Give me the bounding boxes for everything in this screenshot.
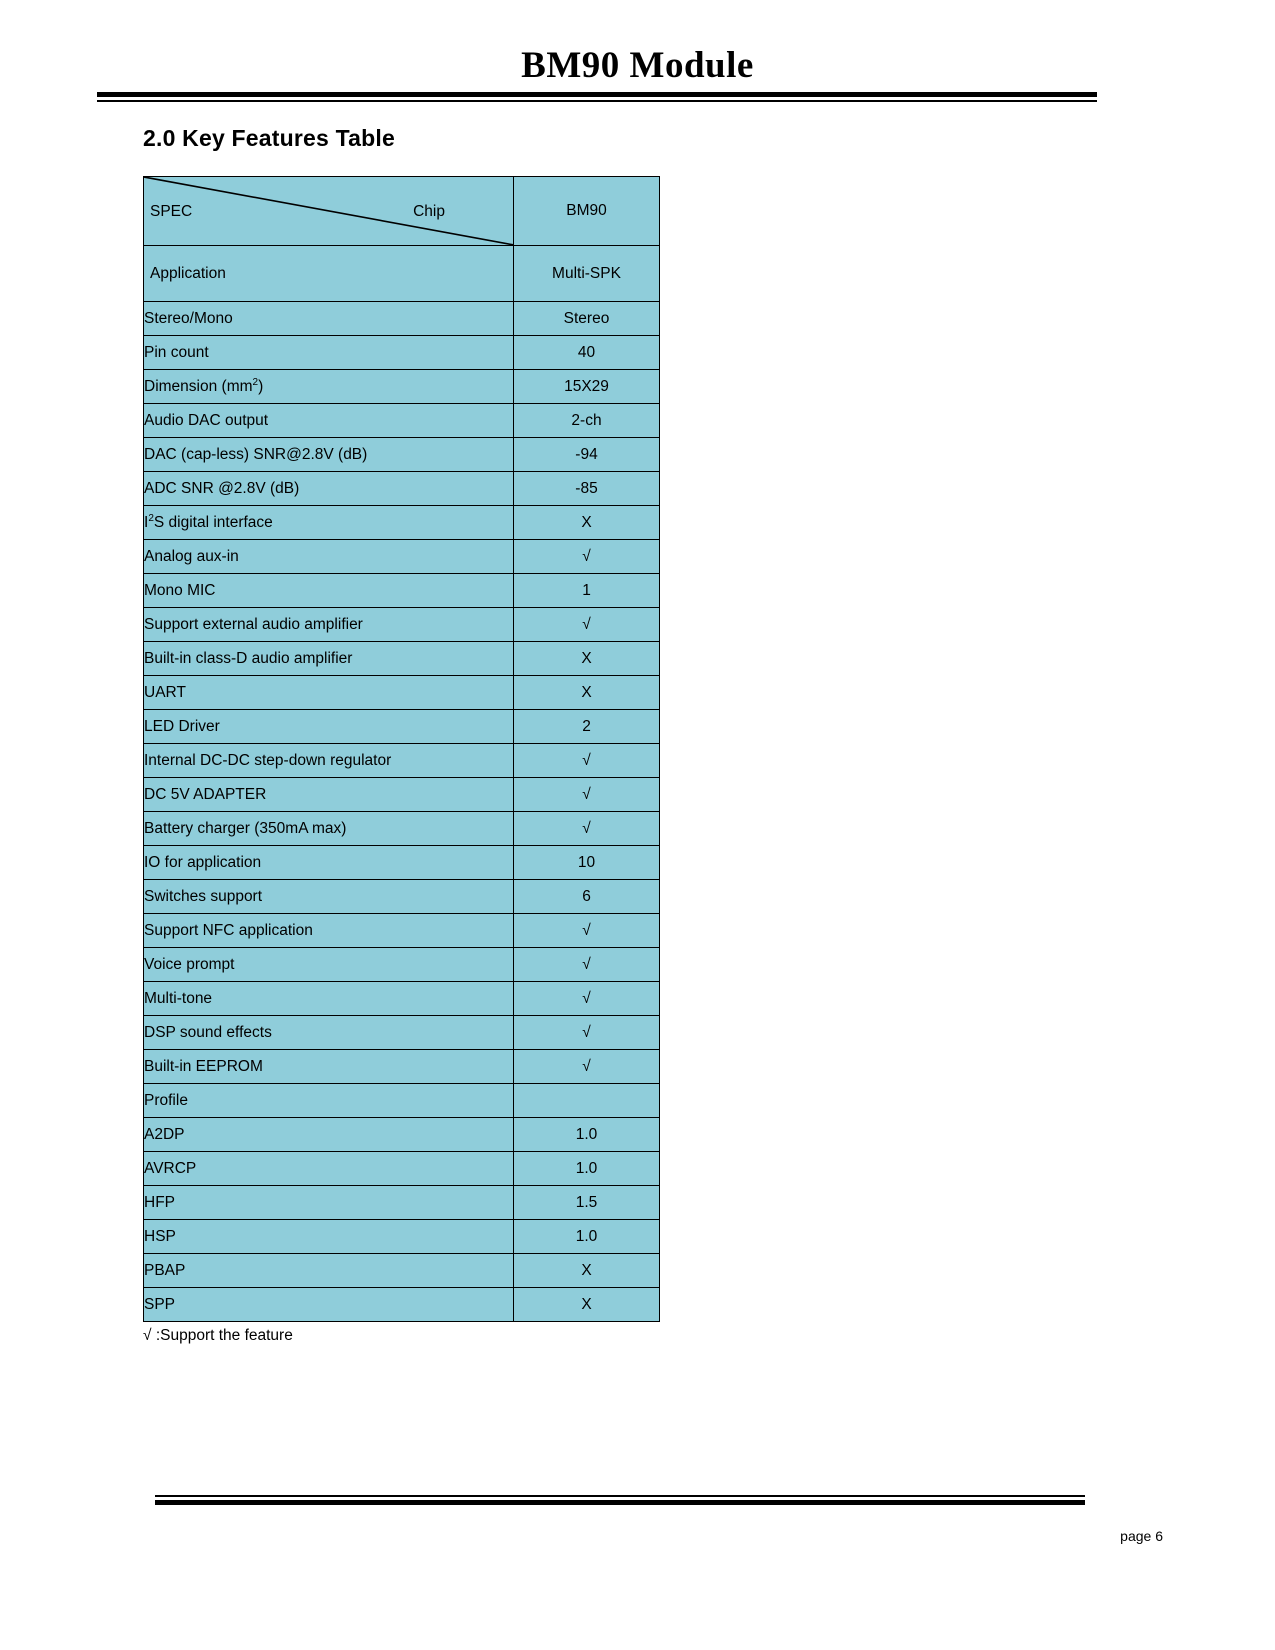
table-row-value: 2 — [514, 710, 660, 744]
table-row-label: UART — [144, 676, 514, 710]
table-row — [144, 540, 660, 574]
table-row-label: PBAP — [144, 1254, 514, 1288]
table-row-label: Internal DC-DC step-down regulator — [144, 744, 514, 778]
table-row-value: -85 — [514, 472, 660, 506]
table-row-label: Support external audio amplifier — [144, 608, 514, 642]
table-row-label: LED Driver — [144, 710, 514, 744]
table-row-value: √ — [514, 1050, 660, 1084]
table-row-value: 15X29 — [514, 370, 660, 404]
table-row — [144, 506, 660, 540]
table-row — [144, 574, 660, 608]
header-divider-thick — [97, 92, 1097, 97]
table-row-value: X — [514, 1254, 660, 1288]
table-row-value: √ — [514, 914, 660, 948]
table-row — [144, 1254, 660, 1288]
table-row-value: 10 — [514, 846, 660, 880]
table-row-label: AVRCP — [144, 1152, 514, 1186]
table-row — [144, 404, 660, 438]
table-row — [144, 642, 660, 676]
table-row — [144, 472, 660, 506]
table-row-value: X — [514, 506, 660, 540]
table-row-label: Battery charger (350mA max) — [144, 812, 514, 846]
table-row — [144, 948, 660, 982]
footer-divider-thick — [155, 1500, 1085, 1505]
table-header-row — [144, 177, 660, 246]
table-row-label: Multi-tone — [144, 982, 514, 1016]
table-row — [144, 370, 660, 404]
table-row-value: X — [514, 1288, 660, 1322]
table-row — [144, 438, 660, 472]
header-divider-thin — [97, 100, 1097, 102]
table-row-label: ADC SNR @2.8V (dB) — [144, 472, 514, 506]
table-row — [144, 710, 660, 744]
diagonal-divider-icon — [144, 177, 514, 245]
table-row-label: $I^2S$ digital interface — [144, 506, 514, 540]
table-row — [144, 608, 660, 642]
table-row-value: √ — [514, 744, 660, 778]
table-body — [144, 177, 660, 1322]
table-row — [144, 1186, 660, 1220]
table-row-value: √ — [514, 778, 660, 812]
table-row-value: 1.5 — [514, 1186, 660, 1220]
table-row-label: Analog aux-in — [144, 540, 514, 574]
table-row-label: A2DP — [144, 1118, 514, 1152]
key-features-table — [143, 176, 660, 1322]
table-row-value: X — [514, 676, 660, 710]
table-row-label: HSP — [144, 1220, 514, 1254]
table-row-value: √ — [514, 1016, 660, 1050]
table-row-label: Profile — [144, 1084, 514, 1118]
table-row — [144, 1016, 660, 1050]
table-row-label: Audio DAC output — [144, 404, 514, 438]
table-row-value: X — [514, 642, 660, 676]
table-row-label: HFP — [144, 1186, 514, 1220]
table-row — [144, 246, 660, 302]
table-row-label: SPP — [144, 1288, 514, 1322]
table-row-value: 1 — [514, 574, 660, 608]
table-row-value: √ — [514, 812, 660, 846]
table-row-label: Dimension $(mm^2)$ — [144, 370, 514, 404]
table-row — [144, 1118, 660, 1152]
table-row-value: √ — [514, 540, 660, 574]
table-row-label: Application — [144, 246, 514, 302]
table-row — [144, 812, 660, 846]
table-row-label: Stereo/Mono — [144, 302, 514, 336]
table-row — [144, 914, 660, 948]
table-row-label: Mono MIC — [144, 574, 514, 608]
table-row — [144, 1152, 660, 1186]
table-row-value: 1.0 — [514, 1220, 660, 1254]
document-title: BM90 Module — [521, 45, 754, 86]
table-row-label: DSP sound effects — [144, 1016, 514, 1050]
table-row — [144, 744, 660, 778]
chip-column-label: Chip — [413, 203, 445, 220]
table-row — [144, 778, 660, 812]
table-row — [144, 1084, 660, 1118]
table-row — [144, 880, 660, 914]
table-row-label: Support NFC application — [144, 914, 514, 948]
table-row-label: DC 5V ADAPTER — [144, 778, 514, 812]
table-row-value-empty — [514, 1084, 660, 1118]
table-row-value: √ — [514, 982, 660, 1016]
table-row-value: Stereo — [514, 302, 660, 336]
header-divider — [97, 92, 1097, 102]
table-row-label: Built-in class-D audio amplifier — [144, 642, 514, 676]
footer-divider-thin — [155, 1495, 1085, 1497]
table-row — [144, 846, 660, 880]
table-row-label: Switches support — [144, 880, 514, 914]
table-row-value: √ — [514, 608, 660, 642]
table-row-label: IO for application — [144, 846, 514, 880]
spec-column-label: SPEC — [150, 203, 193, 220]
table-row — [144, 982, 660, 1016]
table-row-label: Voice prompt — [144, 948, 514, 982]
table-row-label: Pin count — [144, 336, 514, 370]
table-row-value: -94 — [514, 438, 660, 472]
table-row-label: Built-in EEPROM — [144, 1050, 514, 1084]
table-header-spec-cell — [144, 177, 514, 246]
table-row — [144, 302, 660, 336]
footer-divider — [155, 1495, 1085, 1505]
table-row-value: 6 — [514, 880, 660, 914]
table-row-value: 40 — [514, 336, 660, 370]
page-number: page 6 — [1120, 1528, 1163, 1544]
table-row — [144, 336, 660, 370]
table-row — [144, 1288, 660, 1322]
section-heading: 2.0 Key Features Table — [143, 125, 395, 151]
table-row-value: 1.0 — [514, 1152, 660, 1186]
table-row-value: √ — [514, 948, 660, 982]
table-row-value: 1.0 — [514, 1118, 660, 1152]
table-row — [144, 676, 660, 710]
table-row-label: DAC (cap-less) SNR@2.8V (dB) — [144, 438, 514, 472]
table-row-value: Multi-SPK — [514, 246, 660, 302]
table-row — [144, 1220, 660, 1254]
table-header-value-cell: BM90 — [514, 177, 660, 246]
table-footnote: √ :Support the feature — [143, 1327, 293, 1344]
table-row — [144, 1050, 660, 1084]
table-row-value: 2-ch — [514, 404, 660, 438]
